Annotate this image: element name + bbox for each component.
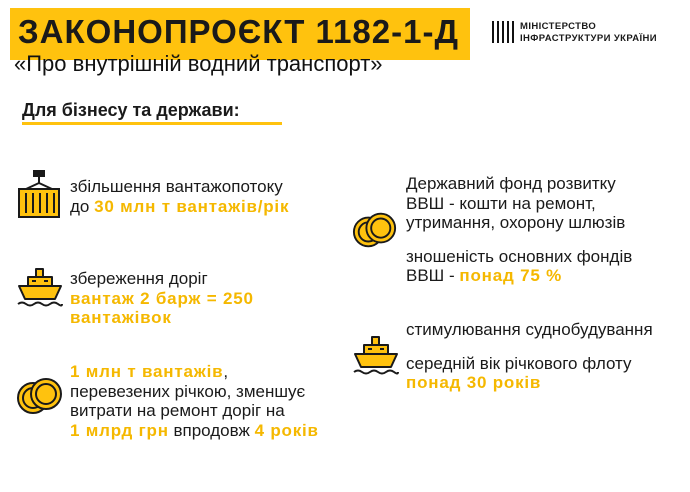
section-underline xyxy=(22,122,282,125)
fund-text xyxy=(406,174,632,286)
shipbuilding-line2: середній вік річкового флоту xyxy=(406,353,632,373)
savings-highlight: 1 млн т вантажів xyxy=(70,362,224,381)
ministry-name-line2: ІНФРАСТРУКТУРИ УКРАЇНИ xyxy=(520,33,658,44)
coins-icon xyxy=(16,374,64,418)
fund-line5 xyxy=(406,266,632,286)
cargo-text xyxy=(70,177,289,216)
savings-line4 xyxy=(70,421,319,441)
savings-period: 4 років xyxy=(254,420,319,440)
ministry-bars-icon xyxy=(492,21,514,43)
ministry-name-line1: МІНІСТЕРСТВО xyxy=(520,21,597,32)
savings-text xyxy=(70,362,319,440)
savings-line3: витрати на ремонт доріг на xyxy=(70,401,285,420)
savings-mid: впродовж xyxy=(168,420,255,440)
page-title: ЗАКОНОПРОЄКТ 1182-1-Д xyxy=(18,13,459,50)
cargo-prefix: до xyxy=(70,196,95,216)
savings-amount: 1 млрд грн xyxy=(70,420,169,440)
section-heading: Для бізнесу та держави: xyxy=(22,100,240,120)
roads-line1: збереження доріг xyxy=(70,269,208,288)
fund-line3: утримання, охорону шлюзів xyxy=(406,213,626,232)
cargo-line1: збільшення вантажопотоку xyxy=(70,177,283,196)
ship-icon xyxy=(352,334,400,378)
cargo-line2 xyxy=(70,197,289,217)
container-crane-icon xyxy=(16,170,62,218)
savings-comma: , xyxy=(223,362,229,381)
roads-line3: вантажівок xyxy=(70,308,172,327)
roads-text xyxy=(70,269,254,328)
shipbuilding-line1: стимулювання суднобудування xyxy=(406,320,653,339)
shipbuilding-line3: понад 30 років xyxy=(406,373,542,392)
fund-line2: ВВШ - кошти на ремонт, xyxy=(406,193,596,213)
shipbuilding-text xyxy=(406,320,653,393)
roads-line2: вантаж 2 барж = 250 xyxy=(70,288,254,308)
fund-line4: зношеність основних фондів xyxy=(406,246,633,266)
ship-icon xyxy=(16,266,64,310)
coins-icon xyxy=(352,208,398,252)
page-subtitle: «Про внутрішній водний транспорт» xyxy=(14,51,383,76)
fund-line1: Державний фонд розвитку xyxy=(406,174,616,193)
savings-line2: перевезених річкою, зменшує xyxy=(70,381,306,401)
cargo-highlight: 30 млн т вантажів/рік xyxy=(94,196,290,216)
fund-highlight: понад 75 % xyxy=(459,266,563,285)
savings-line1 xyxy=(70,362,319,382)
fund-prefix: ВВШ - xyxy=(406,266,460,285)
